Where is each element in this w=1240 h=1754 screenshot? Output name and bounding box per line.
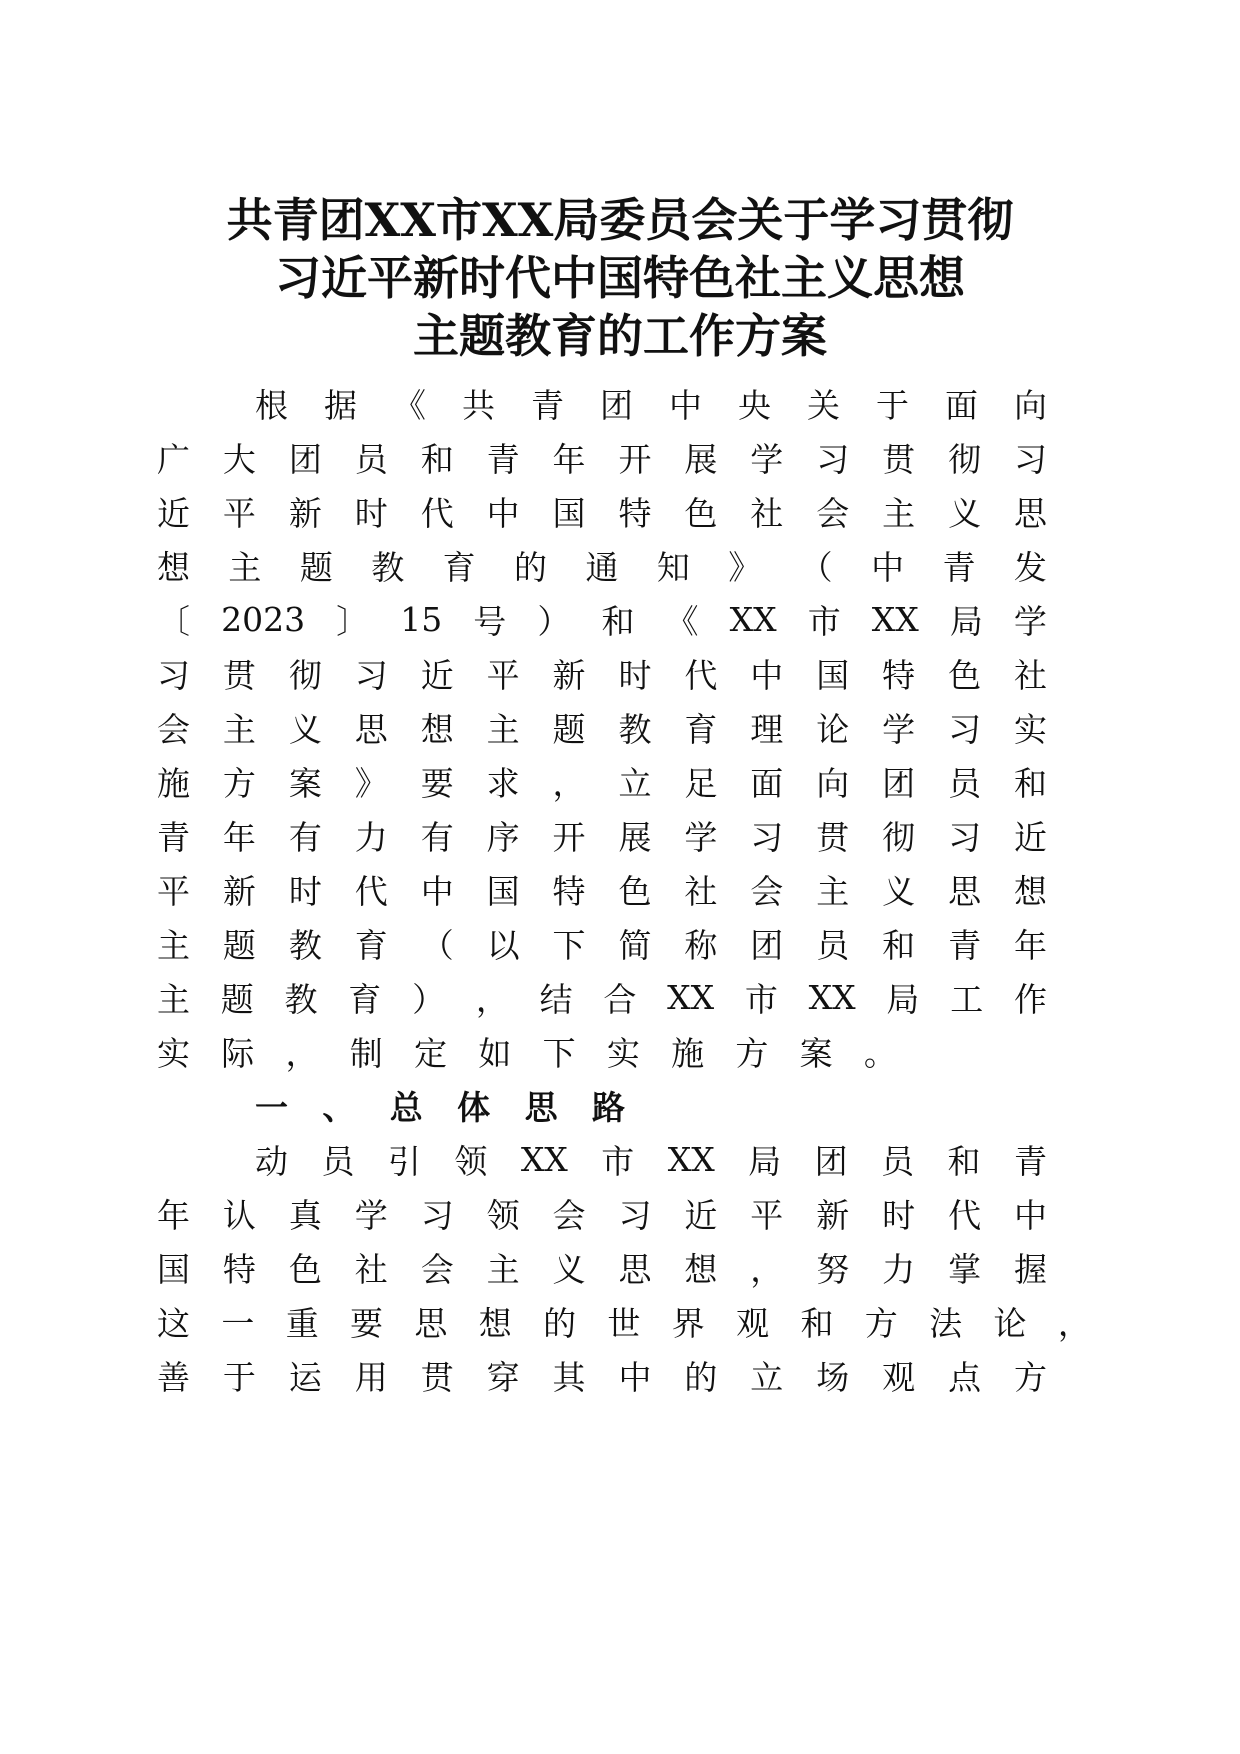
char: 想	[684, 1249, 718, 1289]
char: ，	[750, 1249, 784, 1289]
char: 和	[420, 439, 454, 479]
char: 面	[945, 385, 978, 425]
char: 称	[684, 925, 718, 965]
char: 代	[420, 493, 454, 533]
char: 员	[881, 1141, 915, 1181]
title-line-3: 主题教育的工作方案	[413, 309, 827, 363]
char: 场	[816, 1357, 850, 1397]
char: 学	[882, 709, 916, 749]
char: 思	[354, 709, 388, 749]
char: 实	[606, 1033, 640, 1073]
char: 特	[222, 1249, 256, 1289]
char: 中	[618, 1357, 652, 1397]
char: 习	[1013, 439, 1047, 479]
char: 展	[684, 439, 718, 479]
paragraph-line	[157, 753, 1047, 809]
char: 努	[816, 1249, 850, 1289]
char: 特	[618, 493, 652, 533]
char: 领	[486, 1195, 520, 1235]
char: 〕	[336, 601, 370, 641]
char: 市	[807, 601, 841, 641]
char: 求	[486, 763, 520, 803]
char: 新	[222, 871, 256, 911]
char: 和	[882, 925, 916, 965]
char: 团	[882, 763, 916, 803]
char: 色	[948, 655, 982, 695]
char: 思	[618, 1249, 652, 1289]
paragraph-line	[157, 861, 1047, 917]
char: 主	[228, 547, 262, 587]
char: 彻	[948, 439, 982, 479]
char: 主	[486, 1249, 520, 1289]
char: 要	[350, 1303, 384, 1343]
char: 路	[591, 1087, 625, 1127]
char: 用	[354, 1357, 388, 1397]
char: 会	[750, 871, 784, 911]
char: 主	[816, 871, 850, 911]
char: 2023	[221, 599, 306, 639]
char: 习	[750, 817, 784, 857]
char: 贯	[222, 655, 256, 695]
char: 据	[324, 385, 357, 425]
char: 动	[255, 1141, 288, 1181]
char: 年	[157, 1195, 190, 1235]
char: 社	[354, 1249, 388, 1289]
char: 中	[871, 547, 905, 587]
char: 合	[603, 979, 637, 1019]
char: 习	[157, 655, 190, 695]
char: 时	[354, 493, 388, 533]
char: 代	[948, 1195, 982, 1235]
char: XX	[871, 599, 919, 639]
char: 结	[539, 979, 573, 1019]
char: 员	[816, 925, 850, 965]
paragraph-line	[157, 1293, 1091, 1349]
char: 运	[288, 1357, 322, 1397]
char: 色	[684, 493, 718, 533]
char: 青	[942, 547, 976, 587]
char: （	[799, 547, 833, 587]
char: 、	[322, 1087, 356, 1127]
char: 国	[552, 493, 586, 533]
char: 主	[486, 709, 520, 749]
char: 大	[222, 439, 256, 479]
char: 国	[816, 655, 850, 695]
char: 育	[348, 979, 382, 1019]
char: 彻	[288, 655, 322, 695]
char: 题	[552, 709, 586, 749]
char: 主	[882, 493, 916, 533]
char: 想	[157, 547, 190, 587]
char: 平	[750, 1195, 784, 1235]
char: 平	[486, 655, 520, 695]
paragraph-line	[255, 1131, 1047, 1187]
char: 年	[552, 439, 586, 479]
title-line-1: 共青团XX市XX局委员会关于学习贯彻	[226, 193, 1014, 247]
char: 力	[882, 1249, 916, 1289]
char: 青	[157, 817, 190, 857]
char: 学	[750, 439, 784, 479]
char: 有	[420, 817, 454, 857]
char: 要	[420, 763, 454, 803]
char: 题	[222, 925, 256, 965]
paragraph-line	[157, 1023, 897, 1079]
char: 国	[486, 871, 520, 911]
char: 色	[288, 1249, 322, 1289]
char: 方	[864, 1303, 898, 1343]
char: 青	[531, 385, 564, 425]
char: 和	[947, 1141, 981, 1181]
char: 一	[255, 1087, 288, 1127]
char: 特	[882, 655, 916, 695]
char: 员	[948, 763, 982, 803]
paragraph-line	[157, 807, 1047, 863]
char: 号	[473, 601, 507, 641]
char: 》	[728, 547, 762, 587]
char: 有	[288, 817, 322, 857]
char: 主	[222, 709, 256, 749]
char: 市	[744, 979, 778, 1019]
char: 领	[454, 1141, 488, 1181]
char: 育	[442, 547, 476, 587]
char: 思	[948, 871, 982, 911]
char: 施	[671, 1033, 705, 1073]
char: 根	[255, 385, 288, 425]
char: 于	[222, 1357, 256, 1397]
char: 际	[221, 1033, 255, 1073]
char: 简	[618, 925, 652, 965]
char: 社	[750, 493, 784, 533]
char: 社	[684, 871, 718, 911]
char: 界	[671, 1303, 705, 1343]
char: 的	[543, 1303, 577, 1343]
char: 年	[222, 817, 256, 857]
char: 这	[157, 1303, 190, 1343]
char: 思	[524, 1087, 558, 1127]
char: 贯	[816, 817, 850, 857]
char: 会	[157, 709, 190, 749]
char: 思	[414, 1303, 448, 1343]
paragraph-line	[157, 483, 1047, 539]
char: 序	[486, 817, 520, 857]
char: 教	[284, 979, 318, 1019]
char: 时	[882, 1195, 916, 1235]
char: 体	[457, 1087, 491, 1127]
char: 认	[222, 1195, 256, 1235]
char: 和	[1013, 763, 1047, 803]
char: 新	[288, 493, 322, 533]
paragraph-line	[157, 969, 1047, 1025]
char: 向	[1014, 385, 1047, 425]
char: 年	[1013, 925, 1047, 965]
char: 方	[735, 1033, 769, 1073]
char: 关	[807, 385, 840, 425]
char: 贯	[882, 439, 916, 479]
char: 习	[948, 817, 982, 857]
char: 定	[414, 1033, 448, 1073]
char: 题	[220, 979, 254, 1019]
char: 法	[929, 1303, 963, 1343]
char: 方	[1013, 1357, 1047, 1397]
char: 义	[288, 709, 322, 749]
char: 知	[656, 547, 690, 587]
title-line-2: 习近平新时代中国特色社主义思想	[275, 251, 965, 305]
char: 局	[886, 979, 920, 1019]
char: ，	[552, 763, 586, 803]
char: 。	[863, 1033, 897, 1073]
paragraph-line	[157, 1239, 1047, 1295]
char: 展	[618, 817, 652, 857]
char: 育	[684, 709, 718, 749]
char: 特	[552, 871, 586, 911]
char: ，	[475, 979, 509, 1019]
char: 中	[420, 871, 454, 911]
char: 贯	[420, 1357, 454, 1397]
char: 的	[514, 547, 548, 587]
char: 共	[462, 385, 495, 425]
char: 真	[288, 1195, 322, 1235]
char: 《	[665, 601, 699, 641]
char: 的	[684, 1357, 718, 1397]
char: 实	[157, 1033, 190, 1073]
char: 青	[486, 439, 520, 479]
char: 平	[157, 871, 190, 911]
char: 于	[876, 385, 909, 425]
paragraph-line	[157, 591, 1047, 647]
char: 以	[486, 925, 520, 965]
char: 下	[552, 925, 586, 965]
paragraph-line	[157, 1185, 1047, 1241]
char: 施	[157, 763, 190, 803]
char: 学	[354, 1195, 388, 1235]
char: 习	[420, 1195, 454, 1235]
char: 代	[354, 871, 388, 911]
char: 工	[950, 979, 984, 1019]
char: 广	[157, 439, 190, 479]
char: 制	[349, 1033, 383, 1073]
char: 〔	[157, 601, 190, 641]
char: 新	[816, 1195, 850, 1235]
char: 中	[486, 493, 520, 533]
char: 代	[684, 655, 718, 695]
char: 央	[738, 385, 771, 425]
char: ，	[285, 1033, 319, 1073]
char: 习	[816, 439, 850, 479]
char: XX	[808, 977, 856, 1017]
paragraph-line	[157, 645, 1047, 701]
char: 学	[684, 817, 718, 857]
char: ，	[1057, 1303, 1091, 1343]
char: 员	[354, 439, 388, 479]
char: 其	[552, 1357, 586, 1397]
char: 局	[949, 601, 983, 641]
char: 习	[618, 1195, 652, 1235]
char: 善	[157, 1357, 190, 1397]
char: 学	[1013, 601, 1047, 641]
char: 教	[618, 709, 652, 749]
char: 方	[222, 763, 256, 803]
char: 穿	[486, 1357, 520, 1397]
char: 彻	[882, 817, 916, 857]
char: 青	[1013, 1141, 1047, 1181]
char: 理	[750, 709, 784, 749]
char: 世	[607, 1303, 641, 1343]
char: 下	[542, 1033, 576, 1073]
char: 思	[1013, 493, 1047, 533]
char: 力	[354, 817, 388, 857]
char: 论	[816, 709, 850, 749]
char: 立	[750, 1357, 784, 1397]
char: ）	[412, 979, 446, 1019]
char: 团	[814, 1141, 848, 1181]
char: 总	[389, 1087, 423, 1127]
char: 观	[736, 1303, 770, 1343]
char: 点	[948, 1357, 982, 1397]
char: 论	[993, 1303, 1027, 1343]
char: 发	[1013, 547, 1047, 587]
char: 开	[552, 817, 586, 857]
char: 市	[601, 1141, 635, 1181]
char: 重	[285, 1303, 319, 1343]
char: 一	[221, 1303, 255, 1343]
char: 引	[387, 1141, 421, 1181]
char: 向	[816, 763, 850, 803]
char: 实	[1013, 709, 1047, 749]
char: 开	[618, 439, 652, 479]
char: 如	[478, 1033, 512, 1073]
char: 近	[684, 1195, 718, 1235]
char: 时	[288, 871, 322, 911]
char: 掌	[948, 1249, 982, 1289]
char: 近	[1013, 817, 1047, 857]
char: 《	[393, 385, 426, 425]
char: 会	[420, 1249, 454, 1289]
char: 面	[750, 763, 784, 803]
char: 教	[288, 925, 322, 965]
paragraph-line	[157, 537, 1047, 593]
char: 义	[882, 871, 916, 911]
char: 案	[799, 1033, 833, 1073]
char: 想	[478, 1303, 512, 1343]
char: 会	[552, 1195, 586, 1235]
char: 观	[882, 1357, 916, 1397]
char: 会	[816, 493, 850, 533]
char: 平	[222, 493, 256, 533]
char: 义	[552, 1249, 586, 1289]
char: 局	[748, 1141, 782, 1181]
char: 中	[750, 655, 784, 695]
char: XX	[667, 977, 715, 1017]
char: 育	[354, 925, 388, 965]
char: 青	[948, 925, 982, 965]
char: 》	[354, 763, 388, 803]
char: 足	[684, 763, 718, 803]
char: 题	[299, 547, 333, 587]
char: 主	[157, 979, 190, 1019]
char: （	[420, 925, 454, 965]
char: 国	[157, 1249, 190, 1289]
char: 15	[400, 599, 443, 639]
char: 团	[288, 439, 322, 479]
char: 想	[1013, 871, 1047, 911]
char: 近	[420, 655, 454, 695]
char: 时	[618, 655, 652, 695]
char: XX	[520, 1139, 568, 1179]
char: 员	[321, 1141, 355, 1181]
char: 立	[618, 763, 652, 803]
paragraph-line	[157, 1347, 1047, 1403]
char: 习	[354, 655, 388, 695]
char: ）	[537, 601, 571, 641]
char: 和	[800, 1303, 834, 1343]
char: 案	[288, 763, 322, 803]
char: 中	[669, 385, 702, 425]
paragraph-line	[157, 915, 1047, 971]
char: 作	[1013, 979, 1047, 1019]
char: 通	[585, 547, 619, 587]
char: 色	[618, 871, 652, 911]
char: 义	[948, 493, 982, 533]
char: 近	[157, 493, 190, 533]
char: 团	[600, 385, 633, 425]
paragraph-line	[157, 429, 1047, 485]
char: 想	[420, 709, 454, 749]
char: 团	[750, 925, 784, 965]
char: 主	[157, 925, 190, 965]
char: 和	[601, 601, 635, 641]
char: 中	[1013, 1195, 1047, 1235]
char: XX	[729, 599, 777, 639]
char: 社	[1013, 655, 1047, 695]
paragraph-line	[255, 375, 1047, 431]
section-heading	[255, 1077, 625, 1133]
char: 新	[552, 655, 586, 695]
char: 教	[371, 547, 405, 587]
char: 握	[1013, 1249, 1047, 1289]
paragraph-line	[157, 699, 1047, 755]
char: 习	[948, 709, 982, 749]
char: XX	[667, 1139, 715, 1179]
